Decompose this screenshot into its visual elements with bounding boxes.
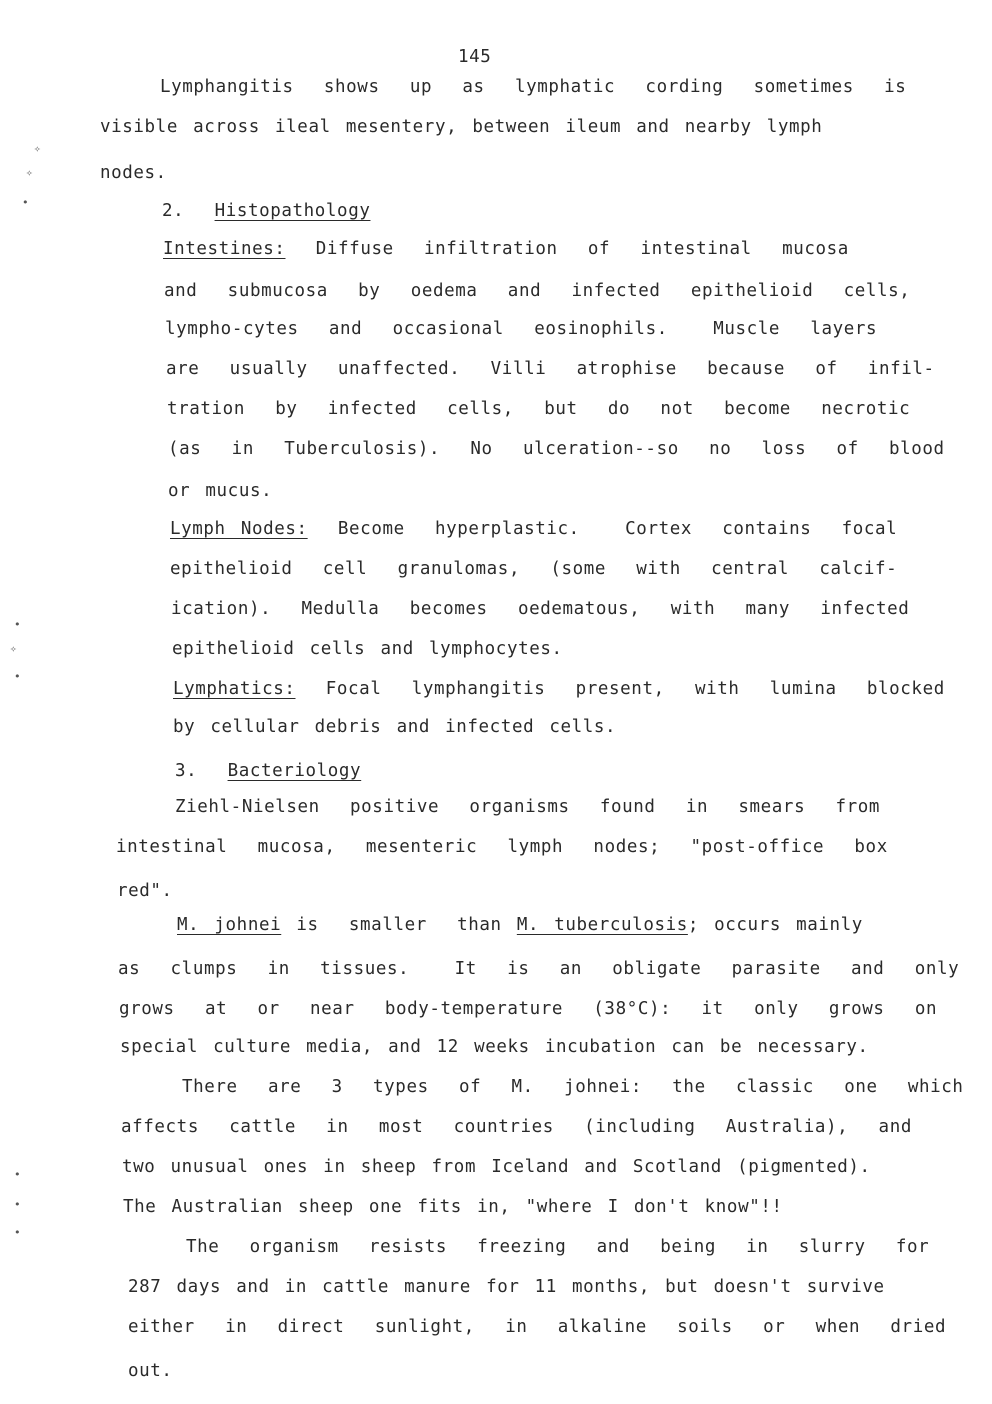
body-text-line: out.	[128, 1361, 173, 1381]
section-title: Histopathology	[214, 201, 371, 221]
body-text-line: red".	[117, 881, 173, 901]
body-text-line: ication). Medulla becomes oedematous, with many infected	[171, 599, 910, 619]
body-text-line: visible across ileal mesentery, between ileum and nearby lymph	[100, 117, 823, 137]
body-text-line: and submucosa by oedema and infected epithelioid cells,	[164, 281, 911, 301]
body-text-line: tration by infected cells, but do not become necrotic	[167, 399, 911, 419]
subheading-lymphatics: Lymphatics:	[173, 679, 296, 699]
body-text: ; occurs mainly	[687, 915, 863, 935]
body-text-line: Ziehl-Nielsen positive organisms found in smears from	[175, 797, 881, 817]
johnei-line	[177, 914, 863, 936]
body-text-line: (as in Tuberculosis). No ulceration--so no loss of blood	[168, 439, 945, 459]
page-number: 145	[458, 47, 492, 67]
body-text-line: special culture media, and 12 weeks incubation can be necessary.	[120, 1037, 869, 1057]
section-number: 3.	[175, 761, 198, 781]
body-text-line: affects cattle in most countries (including Australia), and	[121, 1117, 912, 1137]
body-text-line: or mucus.	[168, 481, 273, 501]
margin-mark: ✧	[34, 142, 41, 155]
body-text-line: There are 3 types of M. johnei: the classic one which	[182, 1077, 964, 1097]
margin-mark: •	[14, 1226, 21, 1239]
section-title: Bacteriology	[227, 761, 362, 781]
body-text: is smaller than	[281, 915, 517, 935]
margin-mark: •	[14, 618, 21, 631]
body-text-line: lympho-cytes and occasional eosinophils. Muscle layers	[165, 319, 878, 339]
body-text-line: two unusual ones in sheep from Iceland and Scotland (pigmented).	[122, 1157, 871, 1177]
margin-mark: •	[14, 670, 21, 683]
body-text: Diffuse infiltration of intestinal mucosa	[285, 239, 849, 259]
species-m-johnei: M. johnei	[177, 915, 282, 935]
intestines-line	[163, 238, 849, 260]
margin-mark: ✧	[10, 642, 17, 655]
subheading-intestines: Intestines:	[163, 239, 286, 259]
body-text-line: by cellular debris and infected cells.	[173, 717, 617, 737]
species-m-tuberculosis: M. tuberculosis	[516, 915, 688, 935]
body-text-line: intestinal mucosa, mesenteric lymph nodes; "post-office box	[116, 837, 888, 857]
body-text-line: as clumps in tissues. It is an obligate parasite and only	[118, 959, 960, 979]
body-text-line: The Australian sheep one fits in, "where I don't know"!!	[123, 1197, 783, 1217]
body-text-line: epithelioid cell granulomas, (some with central calcif-	[170, 559, 898, 579]
body-text-line: Lymphangitis shows up as lymphatic cording sometimes is	[160, 77, 907, 97]
lymph-nodes-line	[170, 518, 897, 540]
margin-mark: •	[14, 1168, 21, 1181]
body-text-line: epithelioid cells and lymphocytes.	[172, 639, 563, 659]
subheading-lymph-nodes: Lymph Nodes:	[170, 519, 308, 539]
margin-mark: •	[14, 1198, 21, 1211]
section-heading-bacteriology	[175, 760, 361, 782]
body-text-line: are usually unaffected. Villi atrophise because of infil-	[166, 359, 935, 379]
section-heading-histopathology	[162, 200, 370, 222]
body-text-line: grows at or near body-temperature (38°C): it only grows on	[119, 999, 938, 1019]
body-text-line: nodes.	[100, 163, 167, 183]
body-text-line: The organism resists freezing and being in slurry for	[186, 1237, 930, 1257]
lymphatics-line	[173, 678, 945, 700]
body-text-line: 287 days and in cattle manure for 11 months, but doesn't survive	[128, 1277, 885, 1297]
body-text-line: either in direct sunlight, in alkaline soils or when dried	[128, 1317, 947, 1337]
section-number: 2.	[162, 201, 185, 221]
body-text: Become hyperplastic. Cortex contains focal	[307, 519, 898, 539]
margin-mark: ✧	[26, 166, 33, 179]
body-text: Focal lymphangitis present, with lumina blocked	[295, 679, 945, 699]
margin-mark: •	[22, 196, 29, 209]
